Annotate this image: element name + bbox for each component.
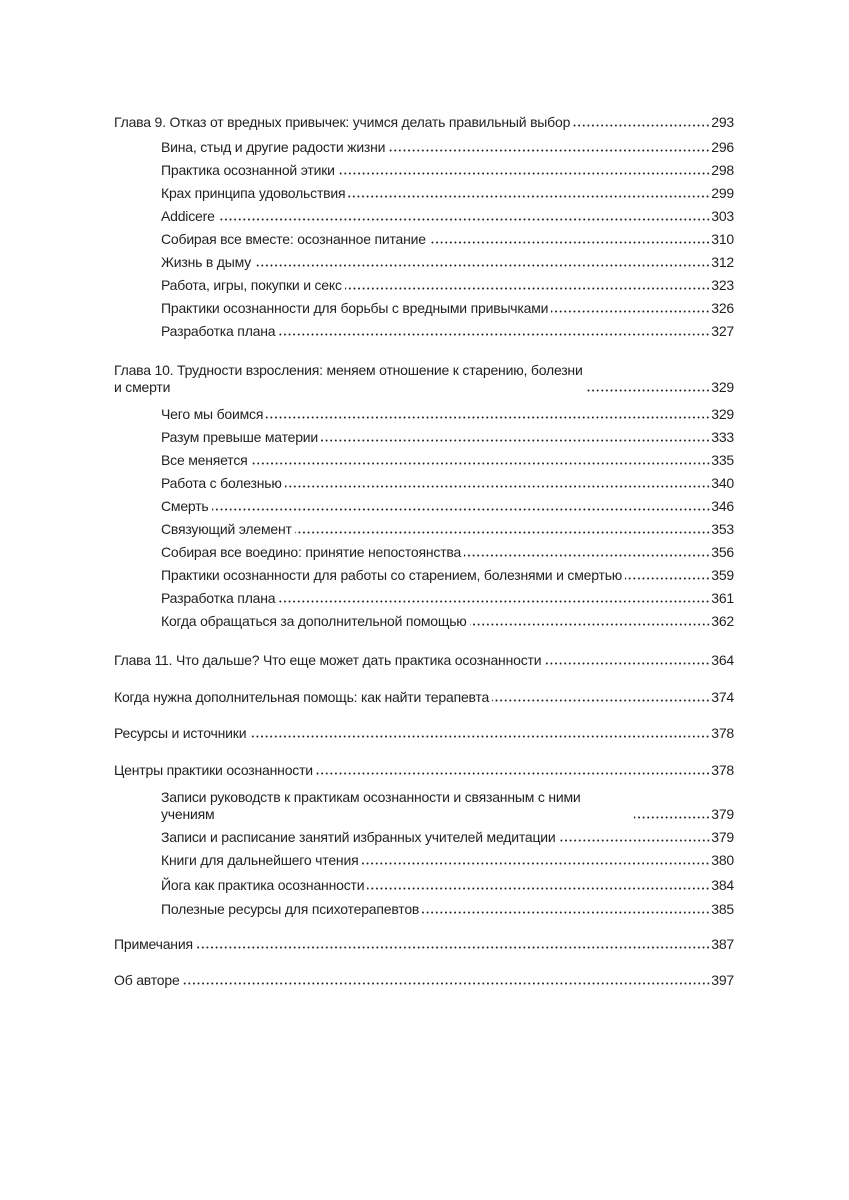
toc-entry[interactable] (161, 162, 734, 179)
toc-entry[interactable] (114, 972, 734, 989)
toc-entry-title: Связующий элемент (161, 521, 292, 537)
toc-entry-page: 359 (711, 567, 734, 583)
dot-leader (625, 577, 710, 580)
toc-entry[interactable] (114, 689, 734, 706)
toc-entry-title: Об авторе (114, 972, 180, 988)
toc-entry-page: 379 (711, 806, 734, 822)
dot-leader (295, 531, 711, 534)
toc-entry[interactable] (161, 498, 734, 515)
toc-entry-page: 329 (711, 406, 734, 422)
toc-entry-title: Практики осознанности для работы со старением, болезнями и смертью (161, 567, 623, 583)
toc-entry-page: 312 (711, 254, 734, 270)
toc-entry-title: Практика осознанной этики (161, 162, 335, 178)
dot-leader (367, 887, 710, 890)
toc-entry-title: Работа с болезнью (161, 475, 282, 491)
dot-leader (470, 623, 711, 626)
toc-entry-page: 329 (711, 379, 734, 395)
toc-entry-title: Жизнь в дыму (161, 254, 252, 270)
toc-entry-page: 385 (711, 901, 734, 917)
toc-entry[interactable] (161, 475, 734, 492)
toc-entry[interactable] (114, 362, 734, 396)
dot-leader (254, 264, 710, 267)
toc-entry[interactable] (161, 429, 734, 446)
toc-entry[interactable] (161, 254, 734, 271)
toc-entry[interactable] (161, 613, 734, 630)
dot-leader (251, 462, 711, 465)
toc-entry-page: 298 (711, 162, 734, 178)
toc-entry-page: 361 (711, 590, 734, 606)
toc-entry-page: 327 (711, 323, 734, 339)
toc-entry-title: Центры практики осознанности (114, 762, 313, 778)
toc-entry-title: Глава 11. Что дальше? Что еще может дать практика осознанности (114, 652, 542, 668)
toc-entry-title: Полезные ресурсы для психотерапевтов (161, 901, 420, 917)
toc-entry[interactable] (114, 114, 734, 131)
toc-entry-title: Книги для дальнейшего чтения (161, 852, 359, 868)
toc-entry[interactable] (161, 829, 734, 846)
toc-entry-page: 340 (711, 475, 734, 491)
dot-leader (345, 287, 710, 290)
dot-leader (278, 333, 710, 336)
toc-entry-page: 303 (711, 208, 734, 224)
toc-entry-title: Йога как практика осознанности (161, 877, 365, 893)
toc-entry-page: 378 (711, 762, 734, 778)
dot-leader (634, 816, 710, 819)
toc-entry[interactable] (114, 936, 734, 953)
toc-entry-page: 362 (711, 613, 734, 629)
toc-entry[interactable] (161, 406, 734, 423)
toc-entry[interactable] (161, 139, 734, 156)
toc-entry-title: Примечания (114, 936, 193, 952)
dot-leader (587, 389, 710, 392)
dot-leader (544, 662, 710, 665)
toc-entry[interactable] (161, 590, 734, 607)
toc-entry-title: Записи и расписание занятий избранных учителей медитации (161, 829, 556, 845)
toc-entry-page: 323 (711, 277, 734, 293)
toc-entry[interactable] (161, 521, 734, 538)
dot-leader (573, 124, 710, 127)
dot-leader (348, 195, 710, 198)
toc-entry-title: Работа, игры, покупки и секс (161, 277, 342, 293)
dot-leader (183, 982, 711, 985)
dot-leader (559, 839, 711, 842)
toc-entry[interactable] (161, 277, 734, 294)
toc-entry-title: Собирая все воедино: принятие непостоянства (161, 544, 462, 560)
toc-entry[interactable] (161, 185, 734, 202)
toc-entry-title: Вина, стыд и другие радости жизни (161, 139, 386, 155)
toc-entry-title: Крах принципа удовольствия (161, 185, 346, 201)
toc-entry-title: Смерть (161, 498, 209, 514)
toc-entry[interactable] (161, 852, 734, 869)
dot-leader (422, 911, 710, 914)
toc-entry-title: Глава 9. Отказ от вредных привычек: учимся делать правильный выбор (114, 114, 571, 130)
toc-entry[interactable] (161, 323, 734, 340)
toc-entry-page: 310 (711, 231, 734, 247)
toc-entry-page: 346 (711, 498, 734, 514)
dot-leader (278, 600, 710, 603)
toc-entry[interactable] (161, 231, 734, 248)
toc-entry-page: 374 (711, 689, 734, 705)
toc-entry[interactable] (114, 652, 734, 669)
toc-entry[interactable] (161, 208, 734, 225)
toc-entry-page: 293 (711, 114, 734, 130)
dot-leader (316, 772, 710, 775)
dot-leader (429, 241, 710, 244)
toc-entry-page: 326 (711, 300, 734, 316)
toc-entry-title: Записи руководств к практикам осознанности и связанным с ними учениям (161, 789, 585, 822)
toc-entry-page: 333 (711, 429, 734, 445)
toc-entry[interactable] (161, 567, 734, 584)
toc-entry-title: Собирая все вместе: осознанное питание (161, 231, 426, 247)
toc-entry-page: 379 (711, 829, 734, 845)
toc-entry-title: Все меняется (161, 452, 248, 468)
toc-entry-page: 296 (711, 139, 734, 155)
dot-leader (551, 310, 710, 313)
dot-leader (212, 508, 711, 511)
toc-entry[interactable] (161, 789, 734, 823)
toc-entry-page: 353 (711, 521, 734, 537)
toc-entry-title: Разработка плана (161, 323, 276, 339)
dot-leader (218, 218, 711, 221)
dot-leader (196, 946, 710, 949)
dot-leader (249, 735, 710, 738)
toc-entry-title: Когда нужна дополнительная помощь: как найти терапевта (114, 689, 490, 705)
toc-entry[interactable] (161, 877, 734, 894)
toc-entry-title: Ресурсы и источники (114, 725, 247, 741)
dot-leader (388, 149, 710, 152)
toc-entry-page: 384 (711, 877, 734, 893)
toc-entry-page: 378 (711, 725, 734, 741)
toc-entry-page: 364 (711, 652, 734, 668)
toc-entry[interactable] (161, 901, 734, 918)
dot-leader (285, 485, 711, 488)
toc-entry[interactable] (161, 452, 734, 469)
toc-entry[interactable] (161, 300, 734, 317)
dot-leader (361, 862, 710, 865)
dot-leader (492, 699, 710, 702)
dot-leader (338, 172, 710, 175)
toc-entry-page: 387 (711, 936, 734, 952)
toc-entry-page: 299 (711, 185, 734, 201)
dot-leader (266, 416, 710, 419)
toc-entry-page: 380 (711, 852, 734, 868)
toc-entry-title: Addicere (161, 208, 215, 224)
toc-entry-page: 335 (711, 452, 734, 468)
toc-entry[interactable] (161, 544, 734, 561)
toc-entry-page: 356 (711, 544, 734, 560)
toc-entry-title: Разработка плана (161, 590, 276, 606)
toc-entry[interactable] (114, 725, 734, 742)
toc-entry-title: Разум превыше материи (161, 429, 319, 445)
toc-entry-page: 397 (711, 972, 734, 988)
dot-leader (464, 554, 710, 557)
toc-entry-title: Когда обращаться за дополнительной помощью (161, 613, 467, 629)
dot-leader (321, 439, 710, 442)
toc-entry[interactable] (114, 762, 734, 779)
toc-entry-title: Чего мы боимся (161, 406, 264, 422)
toc-entry-title: Глава 10. Трудности взросления: меняем отношение к старению, болезни и смерти (114, 362, 587, 395)
toc-entry-title: Практики осознанности для борьбы с вредными привычками (161, 300, 549, 316)
